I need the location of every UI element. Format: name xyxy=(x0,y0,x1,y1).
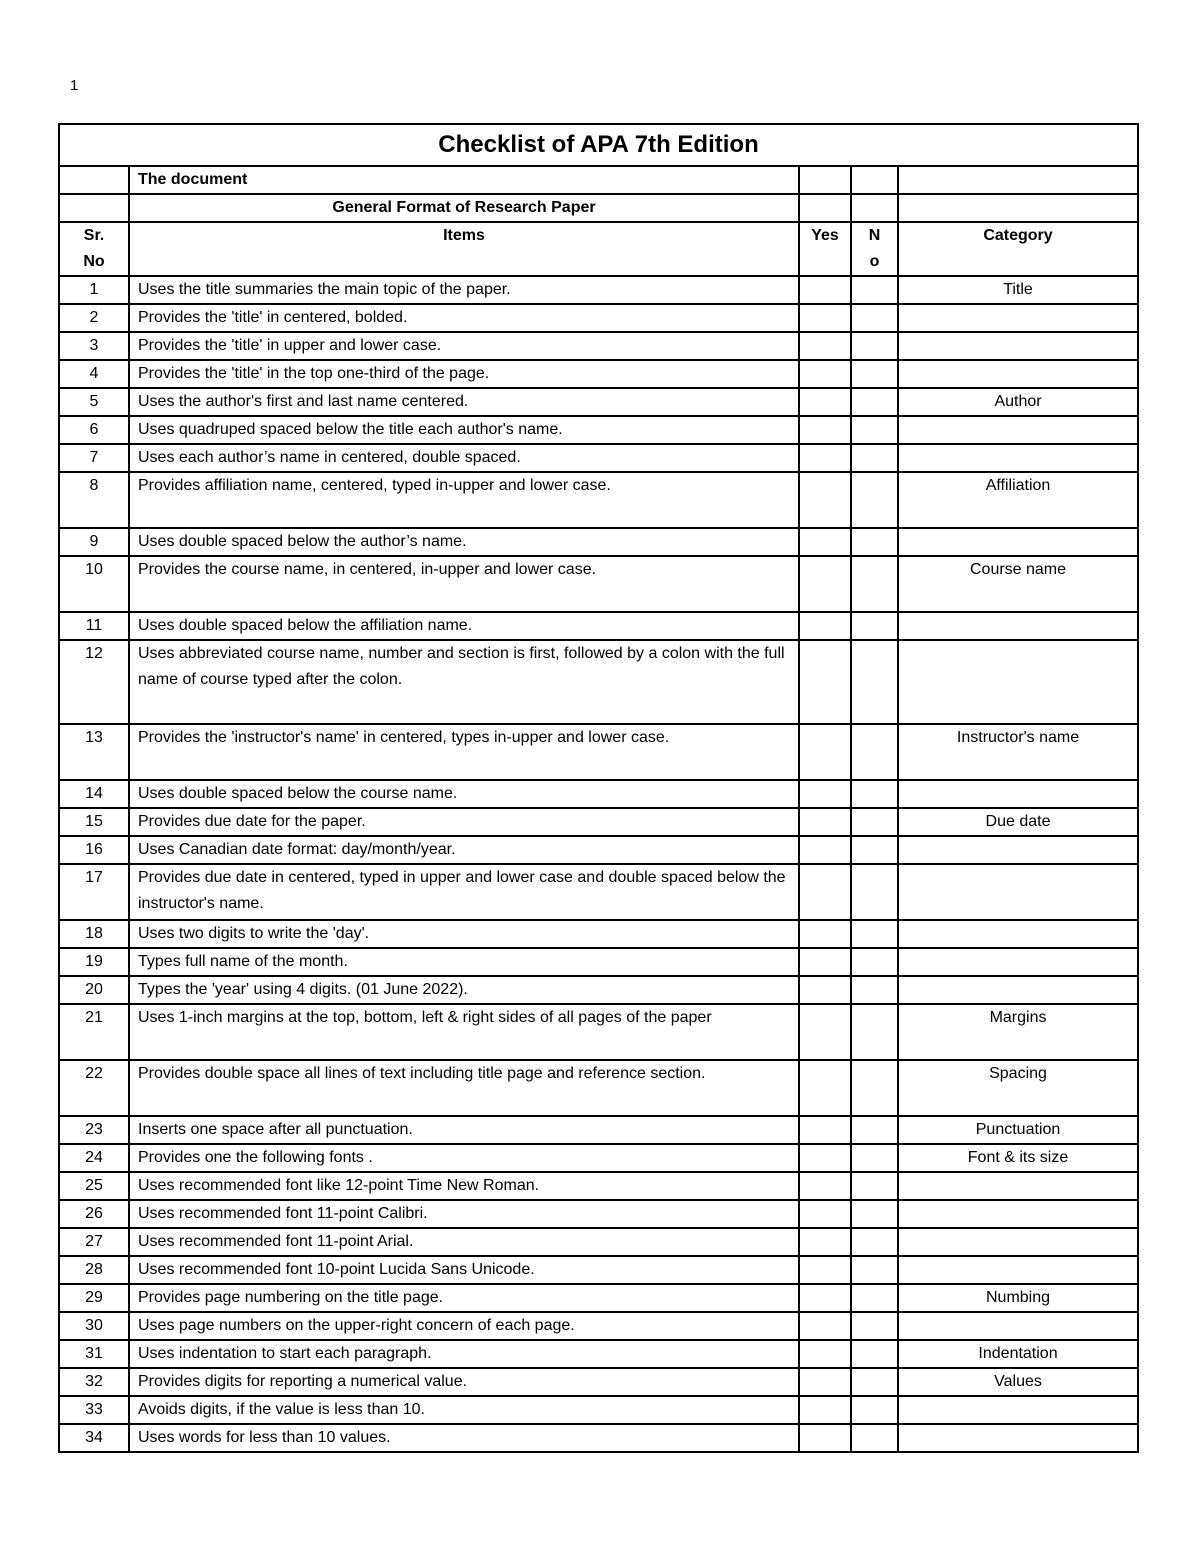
yes-checkbox-cell[interactable] xyxy=(799,1228,851,1256)
yes-checkbox-cell[interactable] xyxy=(799,1396,851,1424)
table-row xyxy=(59,304,1138,332)
row-number: 33 xyxy=(59,1396,129,1424)
row-category: Margins xyxy=(898,1004,1138,1060)
row-number: 5 xyxy=(59,388,129,416)
row-item: Provides due date in centered, typed in upper and lower case and double spaced below the instructor's name. xyxy=(129,864,799,920)
no-checkbox-cell[interactable] xyxy=(851,276,898,304)
row-category: Font & its size xyxy=(898,1144,1138,1172)
table-row xyxy=(59,388,1138,416)
row-category: Values xyxy=(898,1368,1138,1396)
row-number: 30 xyxy=(59,1312,129,1340)
row-number: 34 xyxy=(59,1424,129,1452)
row-item: Provides due date for the paper. xyxy=(129,808,799,836)
table-row xyxy=(59,416,1138,444)
no-checkbox-cell[interactable] xyxy=(851,360,898,388)
table-row xyxy=(59,528,1138,556)
table-row xyxy=(59,1396,1138,1424)
row-item: Provides the 'title' in centered, bolded. xyxy=(129,304,799,332)
yes-checkbox-cell[interactable] xyxy=(799,332,851,360)
row-category: Author xyxy=(898,388,1138,416)
row-item: Uses page numbers on the upper-right concern of each page. xyxy=(129,1312,799,1340)
apa-checklist-table xyxy=(58,123,1139,1453)
subsection-row xyxy=(59,194,1138,222)
row-number: 3 xyxy=(59,332,129,360)
row-category xyxy=(898,1200,1138,1228)
yes-checkbox-cell[interactable] xyxy=(799,724,851,780)
row-item: Uses the title summaries the main topic of the paper. xyxy=(129,276,799,304)
table-row xyxy=(59,724,1138,780)
table-row xyxy=(59,780,1138,808)
page-title: Checklist of APA 7th Edition xyxy=(59,124,1138,166)
yes-checkbox-cell[interactable] xyxy=(799,1116,851,1144)
no-checkbox-cell[interactable] xyxy=(851,388,898,416)
no-checkbox-cell[interactable] xyxy=(851,1424,898,1452)
row-category xyxy=(898,1424,1138,1452)
no-checkbox-cell[interactable] xyxy=(851,556,898,612)
table-row xyxy=(59,976,1138,1004)
yes-checkbox-cell[interactable] xyxy=(799,948,851,976)
row-category: Indentation xyxy=(898,1340,1138,1368)
table-row xyxy=(59,332,1138,360)
no-checkbox-cell[interactable] xyxy=(851,1200,898,1228)
row-item: Uses recommended font 10-point Lucida Sans Unicode. xyxy=(129,1256,799,1284)
page-number: 1 xyxy=(70,77,79,94)
row-number: 13 xyxy=(59,724,129,780)
yes-checkbox-cell[interactable] xyxy=(799,1144,851,1172)
row-category xyxy=(898,332,1138,360)
row-number: 2 xyxy=(59,304,129,332)
row-item: Uses indentation to start each paragraph. xyxy=(129,1340,799,1368)
header-row xyxy=(59,222,1138,276)
row-category xyxy=(898,1312,1138,1340)
table-row xyxy=(59,920,1138,948)
row-category xyxy=(898,304,1138,332)
row-number: 15 xyxy=(59,808,129,836)
row-number: 4 xyxy=(59,360,129,388)
table-row xyxy=(59,1256,1138,1284)
row-number: 23 xyxy=(59,1116,129,1144)
table-row xyxy=(59,1340,1138,1368)
header-category: Category xyxy=(898,222,1138,276)
yes-checkbox-cell[interactable] xyxy=(799,472,851,528)
row-category xyxy=(898,1396,1138,1424)
row-category xyxy=(898,780,1138,808)
no-checkbox-cell[interactable] xyxy=(851,1060,898,1116)
yes-checkbox-cell[interactable] xyxy=(799,808,851,836)
row-category xyxy=(898,948,1138,976)
yes-checkbox-cell[interactable] xyxy=(799,612,851,640)
no-checkbox-cell[interactable] xyxy=(851,1172,898,1200)
table-row xyxy=(59,472,1138,528)
row-category: Spacing xyxy=(898,1060,1138,1116)
row-number: 1 xyxy=(59,276,129,304)
row-category xyxy=(898,1228,1138,1256)
row-category: Punctuation xyxy=(898,1116,1138,1144)
table-row xyxy=(59,1004,1138,1060)
row-number: 14 xyxy=(59,780,129,808)
row-number: 27 xyxy=(59,1228,129,1256)
yes-checkbox-cell[interactable] xyxy=(799,556,851,612)
yes-checkbox-cell[interactable] xyxy=(799,528,851,556)
row-item: Uses Canadian date format: day/month/year. xyxy=(129,836,799,864)
no-checkbox-cell[interactable] xyxy=(851,864,898,920)
no-checkbox-cell[interactable] xyxy=(851,1368,898,1396)
row-category xyxy=(898,836,1138,864)
row-number: 29 xyxy=(59,1284,129,1312)
yes-checkbox-cell[interactable] xyxy=(799,416,851,444)
table-row xyxy=(59,556,1138,612)
yes-checkbox-cell[interactable] xyxy=(799,1256,851,1284)
row-item: Uses recommended font like 12-point Time New Roman. xyxy=(129,1172,799,1200)
no-checkbox-cell[interactable] xyxy=(851,1004,898,1060)
row-category xyxy=(898,528,1138,556)
row-number: 19 xyxy=(59,948,129,976)
table-row xyxy=(59,1284,1138,1312)
no-checkbox-cell[interactable] xyxy=(851,1116,898,1144)
yes-checkbox-cell[interactable] xyxy=(799,1060,851,1116)
table-row xyxy=(59,808,1138,836)
yes-checkbox-cell[interactable] xyxy=(799,976,851,1004)
yes-checkbox-cell[interactable] xyxy=(799,388,851,416)
row-category xyxy=(898,864,1138,920)
table-row xyxy=(59,444,1138,472)
yes-checkbox-cell[interactable] xyxy=(799,304,851,332)
table-row xyxy=(59,1172,1138,1200)
row-category xyxy=(898,920,1138,948)
table-row xyxy=(59,948,1138,976)
yes-checkbox-cell[interactable] xyxy=(799,276,851,304)
table-row xyxy=(59,1312,1138,1340)
table-row xyxy=(59,1368,1138,1396)
row-item: Uses recommended font 11-point Calibri. xyxy=(129,1200,799,1228)
subsection-label: General Format of Research Paper xyxy=(129,194,799,222)
row-number: 8 xyxy=(59,472,129,528)
row-item: Uses each author’s name in centered, double spaced. xyxy=(129,444,799,472)
no-checkbox-cell[interactable] xyxy=(851,780,898,808)
no-checkbox-cell[interactable] xyxy=(851,836,898,864)
row-category: Due date xyxy=(898,808,1138,836)
row-number: 32 xyxy=(59,1368,129,1396)
row-item: Types full name of the month. xyxy=(129,948,799,976)
row-category: Instructor's name xyxy=(898,724,1138,780)
no-checkbox-cell[interactable] xyxy=(851,444,898,472)
row-item: Types the 'year' using 4 digits. (01 June 2022). xyxy=(129,976,799,1004)
row-number: 9 xyxy=(59,528,129,556)
row-number: 6 xyxy=(59,416,129,444)
no-checkbox-cell[interactable] xyxy=(851,920,898,948)
yes-checkbox-cell[interactable] xyxy=(799,444,851,472)
row-number: 10 xyxy=(59,556,129,612)
no-checkbox-cell[interactable] xyxy=(851,472,898,528)
row-number: 7 xyxy=(59,444,129,472)
yes-checkbox-cell[interactable] xyxy=(799,1284,851,1312)
row-item: Provides the 'title' in the top one-third of the page. xyxy=(129,360,799,388)
row-item: Avoids digits, if the value is less than 10. xyxy=(129,1396,799,1424)
row-item: Inserts one space after all punctuation. xyxy=(129,1116,799,1144)
row-item: Provides affiliation name, centered, typed in-upper and lower case. xyxy=(129,472,799,528)
yes-checkbox-cell[interactable] xyxy=(799,780,851,808)
row-item: Uses double spaced below the affiliation name. xyxy=(129,612,799,640)
yes-checkbox-cell[interactable] xyxy=(799,920,851,948)
section-row xyxy=(59,166,1138,194)
no-checkbox-cell[interactable] xyxy=(851,1256,898,1284)
header-yes: Yes xyxy=(799,222,851,276)
yes-checkbox-cell[interactable] xyxy=(799,1368,851,1396)
row-item: Uses double spaced below the course name. xyxy=(129,780,799,808)
yes-checkbox-cell[interactable] xyxy=(799,1312,851,1340)
table-row xyxy=(59,1424,1138,1452)
no-checkbox-cell[interactable] xyxy=(851,612,898,640)
no-checkbox-cell[interactable] xyxy=(851,1340,898,1368)
row-item: Provides the course name, in centered, in-upper and lower case. xyxy=(129,556,799,612)
row-item: Uses the author's first and last name centered. xyxy=(129,388,799,416)
table-row xyxy=(59,612,1138,640)
no-checkbox-cell[interactable] xyxy=(851,528,898,556)
row-category xyxy=(898,444,1138,472)
row-number: 12 xyxy=(59,640,129,724)
table-row xyxy=(59,1200,1138,1228)
section-label: The document xyxy=(129,166,799,194)
row-number: 22 xyxy=(59,1060,129,1116)
row-category xyxy=(898,640,1138,724)
row-number: 17 xyxy=(59,864,129,920)
no-checkbox-cell[interactable] xyxy=(851,1312,898,1340)
row-category xyxy=(898,360,1138,388)
row-item: Provides the 'title' in upper and lower case. xyxy=(129,332,799,360)
no-checkbox-cell[interactable] xyxy=(851,1284,898,1312)
yes-checkbox-cell[interactable] xyxy=(799,1004,851,1060)
row-item: Uses abbreviated course name, number and section is first, followed by a colon with the full name of course typed after the colon. xyxy=(129,640,799,724)
row-category xyxy=(898,1172,1138,1200)
row-item: Provides the 'instructor's name' in centered, types in-upper and lower case. xyxy=(129,724,799,780)
header-items: Items xyxy=(129,222,799,276)
table-row xyxy=(59,276,1138,304)
row-category xyxy=(898,612,1138,640)
title-row xyxy=(59,124,1138,166)
table-row xyxy=(59,360,1138,388)
row-category: Numbing xyxy=(898,1284,1138,1312)
no-checkbox-cell[interactable] xyxy=(851,304,898,332)
row-category xyxy=(898,976,1138,1004)
yes-checkbox-cell[interactable] xyxy=(799,836,851,864)
table-row xyxy=(59,1228,1138,1256)
row-item: Uses two digits to write the 'day'. xyxy=(129,920,799,948)
row-number: 18 xyxy=(59,920,129,948)
row-category: Title xyxy=(898,276,1138,304)
row-number: 21 xyxy=(59,1004,129,1060)
table-row xyxy=(59,1144,1138,1172)
row-item: Uses quadruped spaced below the title each author's name. xyxy=(129,416,799,444)
no-checkbox-cell[interactable] xyxy=(851,948,898,976)
row-number: 24 xyxy=(59,1144,129,1172)
yes-checkbox-cell[interactable] xyxy=(799,1200,851,1228)
yes-checkbox-cell[interactable] xyxy=(799,1172,851,1200)
yes-checkbox-cell[interactable] xyxy=(799,640,851,724)
row-number: 20 xyxy=(59,976,129,1004)
row-item: Provides digits for reporting a numerical value. xyxy=(129,1368,799,1396)
no-checkbox-cell[interactable] xyxy=(851,724,898,780)
yes-checkbox-cell[interactable] xyxy=(799,360,851,388)
yes-checkbox-cell[interactable] xyxy=(799,864,851,920)
row-category: Affiliation xyxy=(898,472,1138,528)
row-item: Provides double space all lines of text including title page and reference section. xyxy=(129,1060,799,1116)
row-number: 31 xyxy=(59,1340,129,1368)
row-item: Uses words for less than 10 values. xyxy=(129,1424,799,1452)
row-number: 26 xyxy=(59,1200,129,1228)
row-category xyxy=(898,416,1138,444)
row-number: 28 xyxy=(59,1256,129,1284)
row-item: Uses 1-inch margins at the top, bottom, left & right sides of all pages of the paper xyxy=(129,1004,799,1060)
table-row xyxy=(59,640,1138,724)
no-checkbox-cell[interactable] xyxy=(851,1396,898,1424)
no-checkbox-cell[interactable] xyxy=(851,1228,898,1256)
yes-checkbox-cell[interactable] xyxy=(799,1424,851,1452)
no-checkbox-cell[interactable] xyxy=(851,416,898,444)
no-checkbox-cell[interactable] xyxy=(851,332,898,360)
row-item: Uses recommended font 11-point Arial. xyxy=(129,1228,799,1256)
row-number: 16 xyxy=(59,836,129,864)
row-number: 11 xyxy=(59,612,129,640)
header-sr: Sr. No xyxy=(59,222,129,276)
row-category: Course name xyxy=(898,556,1138,612)
row-item: Provides page numbering on the title page. xyxy=(129,1284,799,1312)
row-number: 25 xyxy=(59,1172,129,1200)
no-checkbox-cell[interactable] xyxy=(851,808,898,836)
row-item: Provides one the following fonts . xyxy=(129,1144,799,1172)
header-no: N o xyxy=(851,222,898,276)
no-checkbox-cell[interactable] xyxy=(851,640,898,724)
table-row xyxy=(59,1116,1138,1144)
table-row xyxy=(59,1060,1138,1116)
yes-checkbox-cell[interactable] xyxy=(799,1340,851,1368)
row-category xyxy=(898,1256,1138,1284)
no-checkbox-cell[interactable] xyxy=(851,976,898,1004)
table-row xyxy=(59,864,1138,920)
no-checkbox-cell[interactable] xyxy=(851,1144,898,1172)
table-row xyxy=(59,836,1138,864)
row-item: Uses double spaced below the author’s name. xyxy=(129,528,799,556)
